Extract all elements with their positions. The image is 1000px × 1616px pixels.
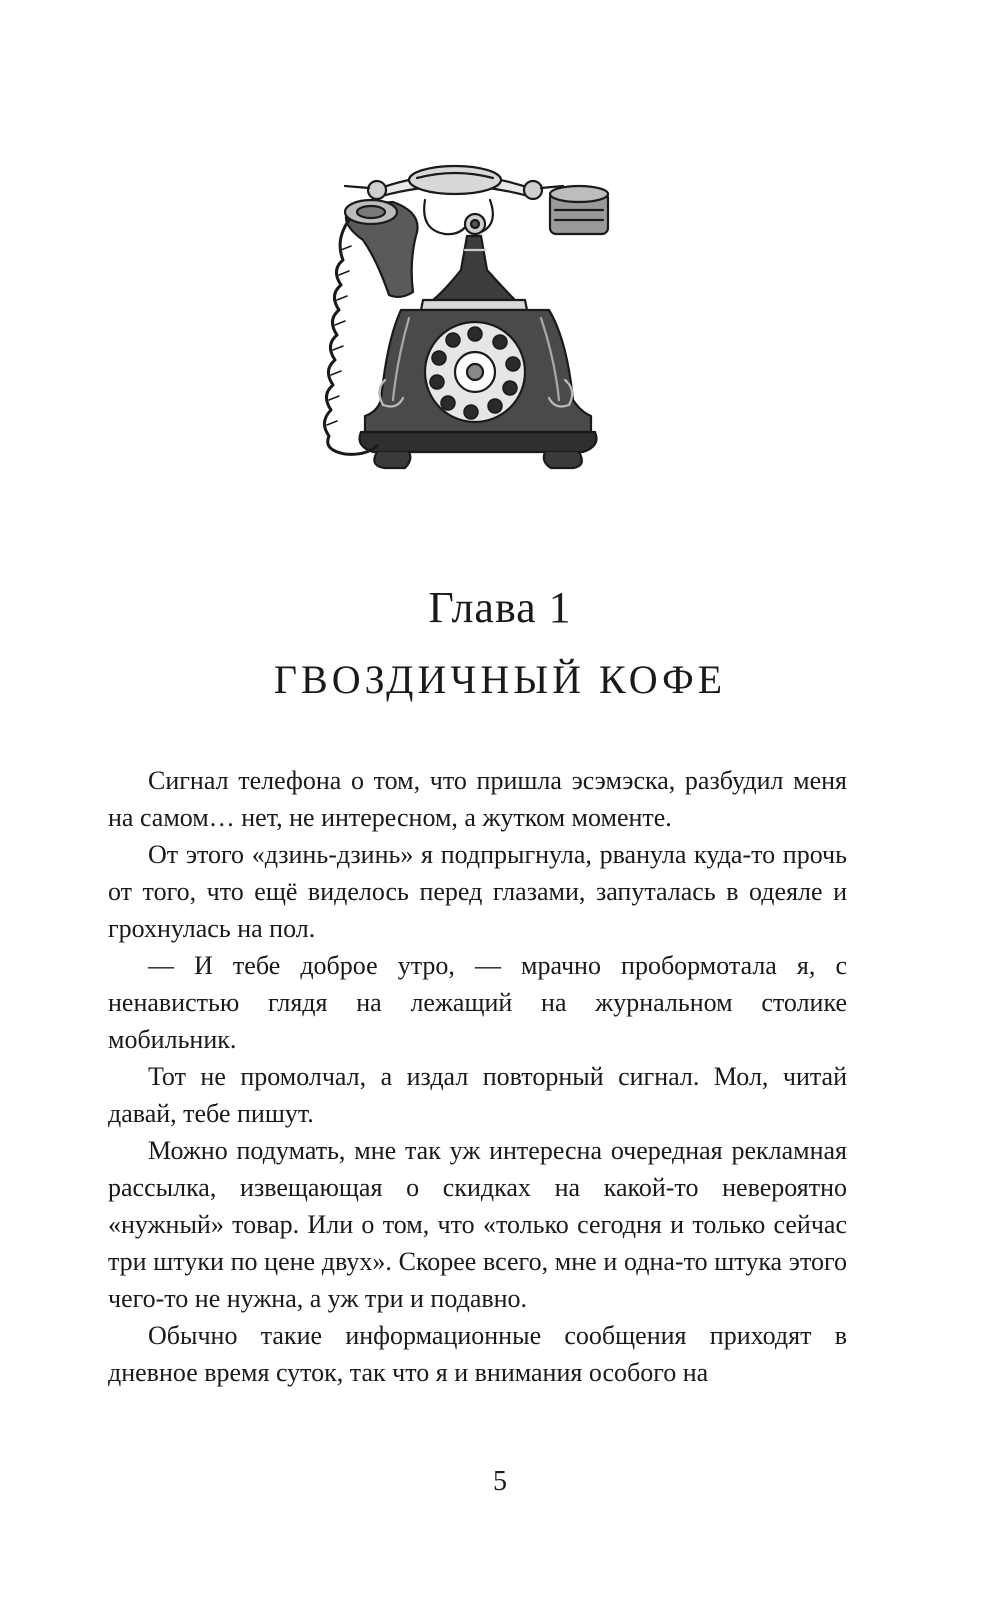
telephone-neck [433,236,515,300]
paragraph: Можно подумать, мне так уж интересна очередная рекламная рассылка, извещающая о скидках на какой-то невероятно «нужный» товар. Или о том, что «только сегодня и только сейчас три штуки по цене двух». Скорее всего, мне и одна-то штука этого чего-то не нужна, а уж три и подавно. [108,1136,847,1313]
chapter-number: Глава 1 [428,583,572,632]
paragraph: Сигнал телефона о том, что пришла эсэмэска, разбудил меня на самом… нет, не интересном, а жутком моменте. [108,766,847,832]
chapter-title: ГВОЗДИЧНЫЙ КОФЕ [273,657,727,702]
paragraph: Тот не промолчал, а издал повторный сигнал. Мол, читай давай, тебе пишут. [108,1062,847,1128]
paragraph: От этого «дзинь-дзинь» я подпрыгнула, рванула куда-то прочь от того, что ещё виделось перед глазами, запуталась в одеяле и грохнулась на пол. [108,840,847,943]
handset-grip [409,166,501,194]
body-text [108,762,847,1391]
paragraph: Обычно такие информационные сообщения приходят в дневное время суток, так что я и внимания особого на [108,1321,847,1387]
page-number: 5 [493,1466,507,1497]
telephone-illustration [305,150,615,480]
paragraph: — И тебе доброе утро, — мрачно пробормотала я, с ненавистью глядя на лежащий на журнальном столике мобильник. [108,951,847,1054]
